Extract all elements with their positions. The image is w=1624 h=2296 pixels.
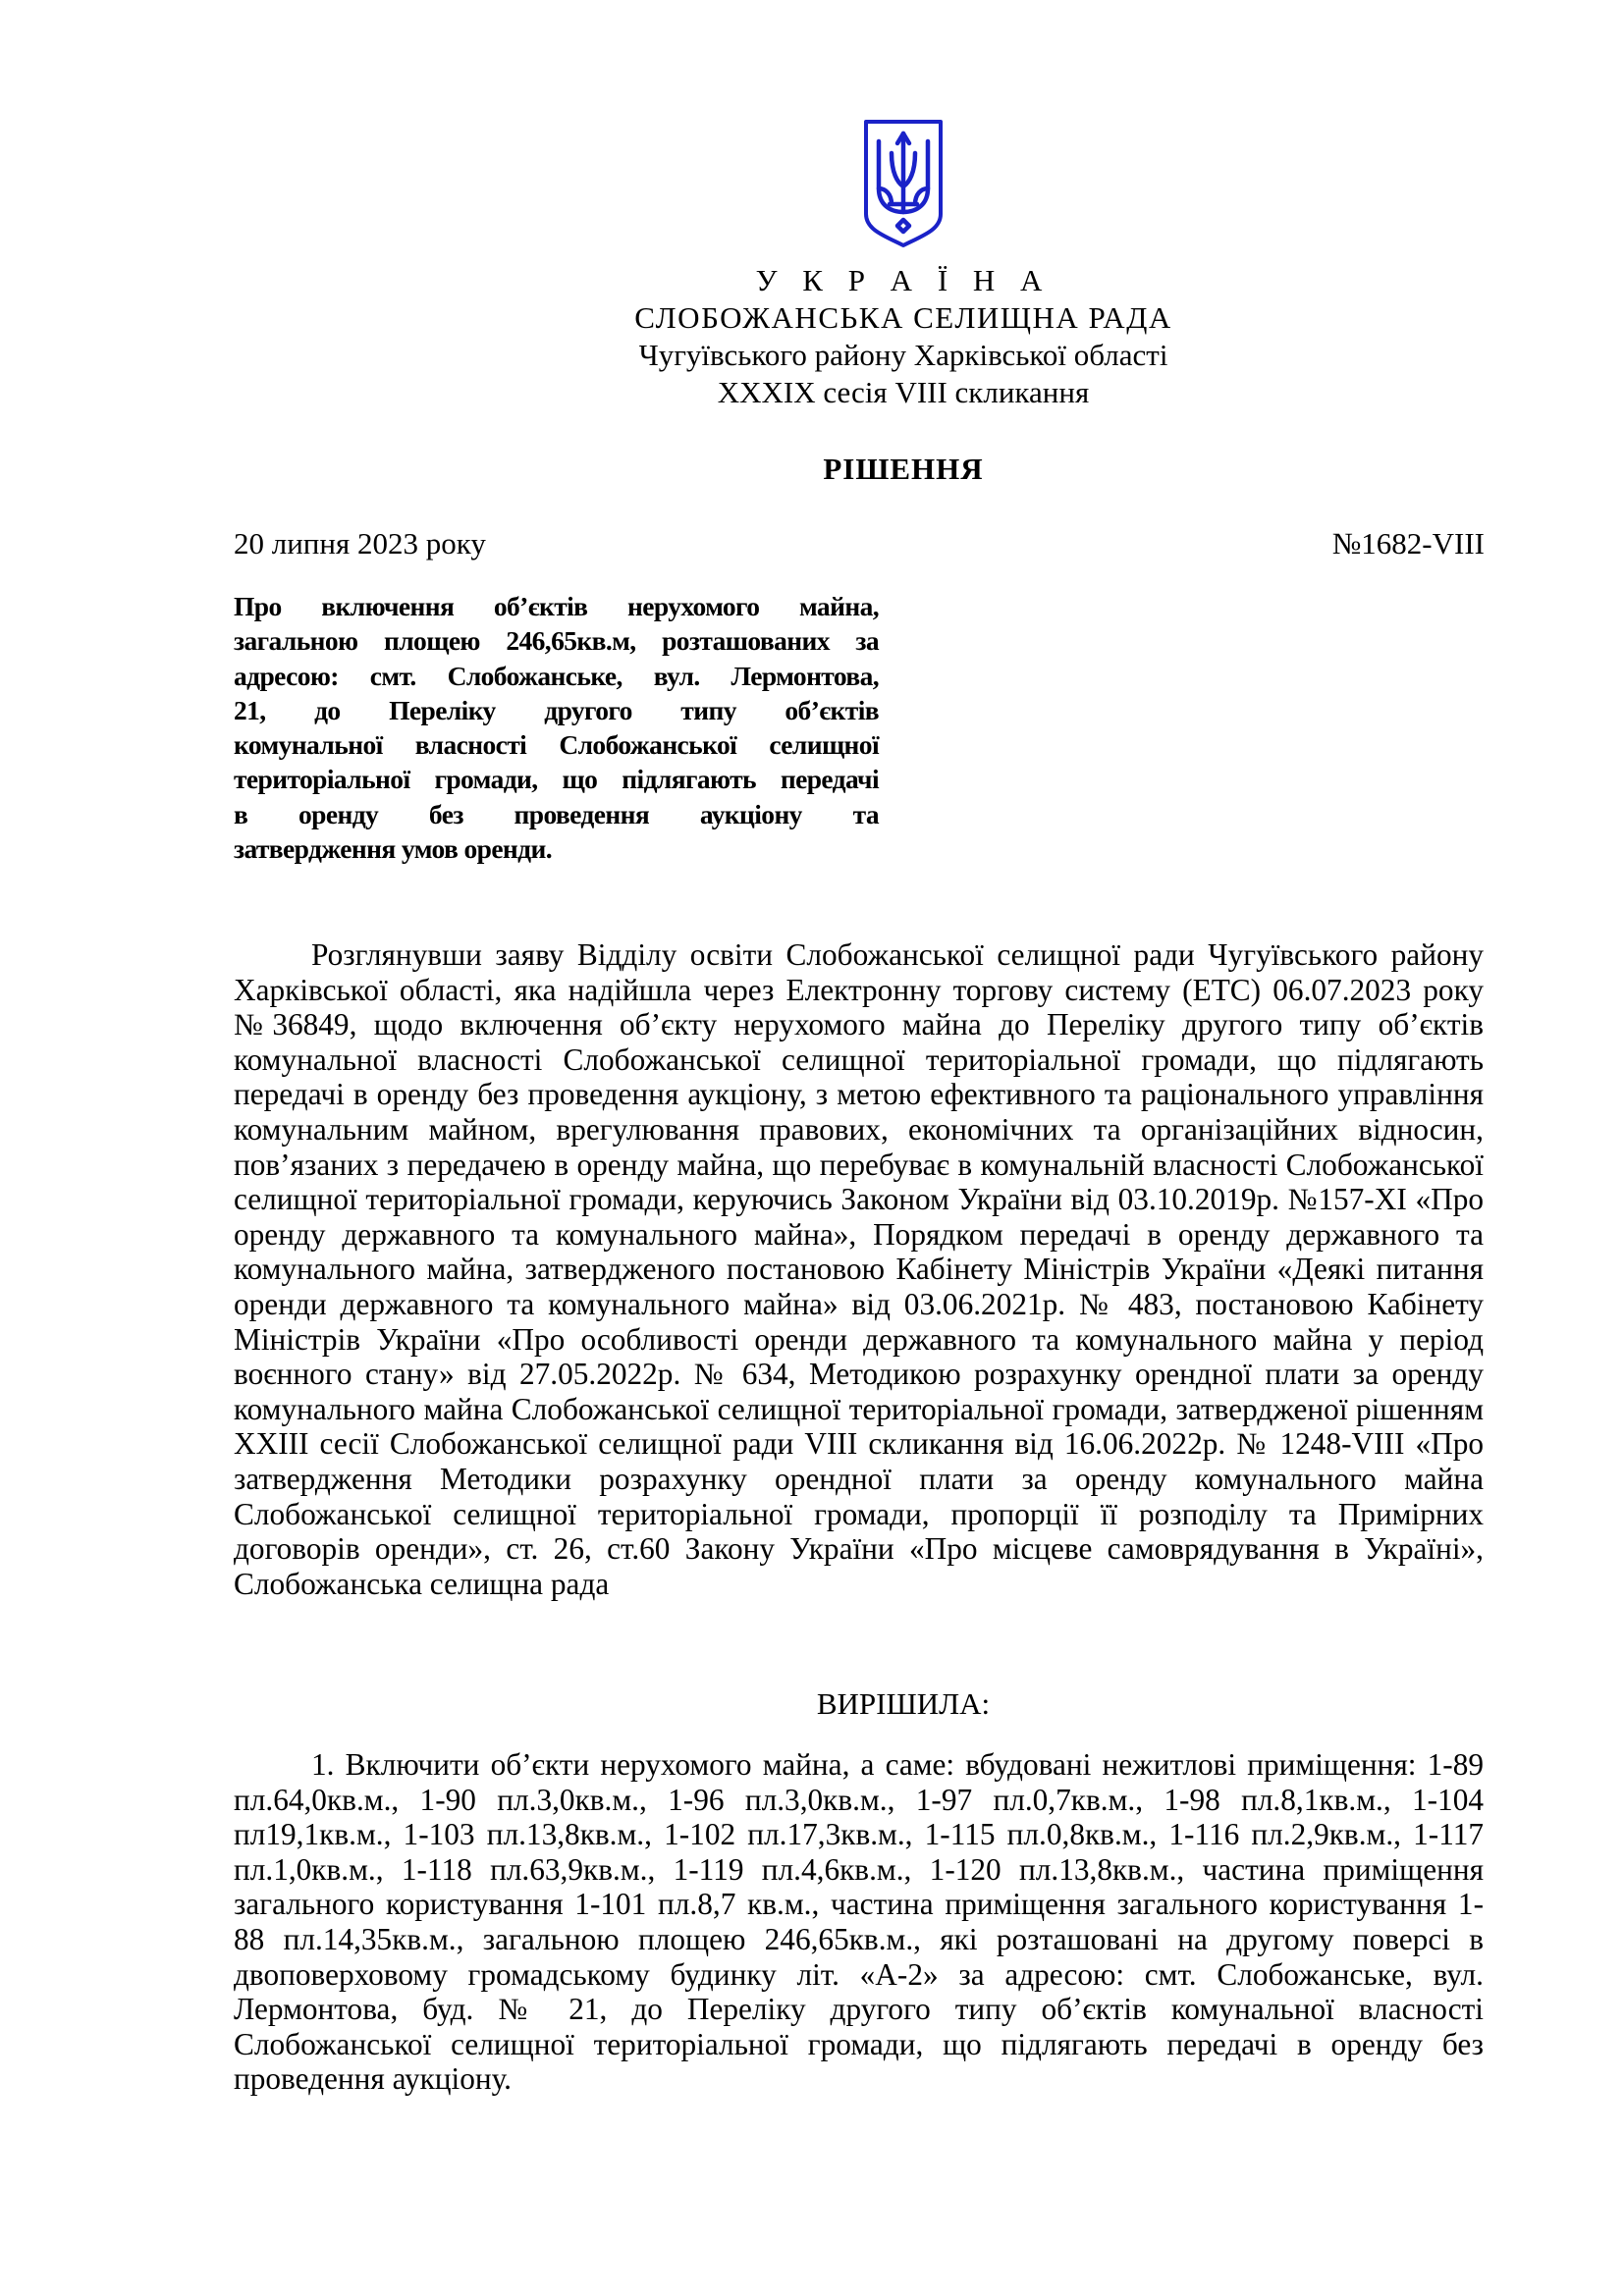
item-line: 1. Включити об’єкти нерухомого майна, а саме: вбудовані нежитлові приміщення: 1-89 [311, 1747, 1484, 1782]
subject-line: в оренду без проведення аукціону та [234, 798, 879, 829]
item-line: пл.64,0кв.м., 1-90 пл.3,0кв.м., 1-96 пл.3,0кв.м., 1-97 пл.0,7кв.м., 1-98 пл.8,1кв.м., 1-104 [234, 1782, 1484, 1817]
decision-subject [234, 589, 879, 866]
preamble-line: комунальної власності Слобожанської селищної територіальної громади, що підлягають [234, 1041, 1484, 1077]
subject-line: адресою: смт. Слобожанське, вул. Лермонтова, [234, 660, 879, 691]
item-line: двоповерховому громадському будинку літ. «А-2» за адресою: смт. Слобожанське, вул. [234, 1956, 1484, 1992]
item-line: проведення аукціону. [234, 2061, 512, 2097]
preamble-line: Харківської області, яка надійшла через Електронну торгову систему (ЕТС) 06.07.2023 року [234, 972, 1484, 1007]
preamble-paragraph [234, 937, 1484, 1601]
subject-line: 21, до Переліку другого типу об’єктів [234, 694, 879, 725]
subject-line: загальною площею 246,65кв.м, розташованих за [234, 625, 879, 657]
subject-line: Про включення об’єктів нерухомого майна, [234, 591, 879, 621]
document-number: №1682-VIII [1331, 526, 1485, 561]
item-line: загального користування 1-101 пл.8,7 кв.м., частина приміщення загального користування 1- [234, 1887, 1484, 1922]
preamble-line: оренди державного та комунального майна» від 03.06.2021р. № 483, постановою Кабінету [234, 1286, 1484, 1321]
preamble-line: комунального майна, затвердженого постановою Кабінету Міністрів України «Деякі питання [234, 1252, 1484, 1287]
item-line: 88 пл.14,35кв.м., загальною площею 246,65кв.м., які розташовані на другому поверсі в [234, 1921, 1484, 1956]
preamble-line: XXIII сесії Слобожанської селищної ради VIII скликання від 16.06.2022р. № 1248-VIII «Про [234, 1426, 1484, 1462]
preamble-line: договорів оренди», ст. 26, ст.60 Закону України «Про місцеве самоврядування в Україні», [234, 1531, 1484, 1567]
item-line: пл19,1кв.м., 1-103 пл.13,8кв.м., 1-102 пл.17,3кв.м., 1-115 пл.0,8кв.м., 1-116 пл.2,9кв.м., 1-117 [234, 1817, 1484, 1852]
preamble-line: селищної територіальної громади, керуючись Законом України від 03.10.2019р. №157-ХІ «Про [234, 1182, 1484, 1217]
item-line: пл.1,0кв.м., 1-118 пл.63,9кв.м., 1-119 пл.4,6кв.м., 1-120 пл.13,8кв.м., частина приміщення [234, 1851, 1484, 1887]
preamble-line: комунальним майном, врегулювання правових, економічних та організаційних відносин, [234, 1111, 1484, 1147]
decision-item-1 [234, 1747, 1484, 2097]
item-line: Лермонтова, буд. № 21, до Переліку другого типу об’єктів комунальної власності [234, 1992, 1484, 2027]
preamble-line: Розглянувши заяву Відділу освіти Слобожанської селищної ради Чугуївського району [311, 937, 1484, 972]
preamble-line: передачі в оренду без проведення аукціону, з метою ефективного та раціонального управління [234, 1077, 1484, 1112]
header-council-name: СЛОБОЖАНСЬКА СЕЛИЩНА РАДА [634, 300, 1172, 335]
document-type-title: РІШЕННЯ [823, 452, 984, 486]
preamble-line: воєнного стану» від 27.05.2022р. № 634, Методикою розрахунку орендної плати за оренду [234, 1357, 1484, 1392]
document-date: 20 липня 2023 року [234, 526, 486, 561]
header-district: Чугуївського району Харківської області [638, 338, 1168, 372]
preamble-line: оренду державного та комунального майна», Порядком передачі в оренду державного та [234, 1216, 1484, 1252]
subject-line: комунальної власності Слобожанської селищної [234, 729, 879, 761]
preamble-line: пов’язаних з передачею в оренду майна, що перебуває в комунальній власності Слобожанської [234, 1147, 1484, 1182]
header-country: У К Р А Ї Н А [755, 263, 1052, 297]
preamble-line: Слобожанської селищної територіальної громади, пропорції її розподілу та Примірних [234, 1496, 1484, 1531]
header-session: XXXIX сесія VIII скликання [717, 375, 1090, 409]
preamble-line: затвердження Методики розрахунку орендної плати за оренду комунального майна [234, 1461, 1484, 1496]
preamble-line: комунального майна Слобожанської селищної територіальної громади, затвердженої рішенням [234, 1391, 1484, 1426]
subject-line: затвердження умов оренди. [234, 833, 552, 865]
preamble-line: №36849, щодо включення об’єкту нерухомого майна до Переліку другого типу об’єктів [234, 1007, 1484, 1042]
subject-line: територіальної громади, що підлягають передачі [234, 764, 879, 795]
preamble-line: Міністрів України «Про особливості оренди державного та комунального майна у період [234, 1321, 1484, 1357]
trident-emblem-icon [862, 118, 945, 249]
item-line: Слобожанської селищної територіальної громади, що підлягають передачі в оренду без [234, 2026, 1484, 2061]
decided-heading: ВИРІШИЛА: [816, 1686, 991, 1721]
preamble-line: Слобожанська селищна рада [234, 1566, 610, 1601]
